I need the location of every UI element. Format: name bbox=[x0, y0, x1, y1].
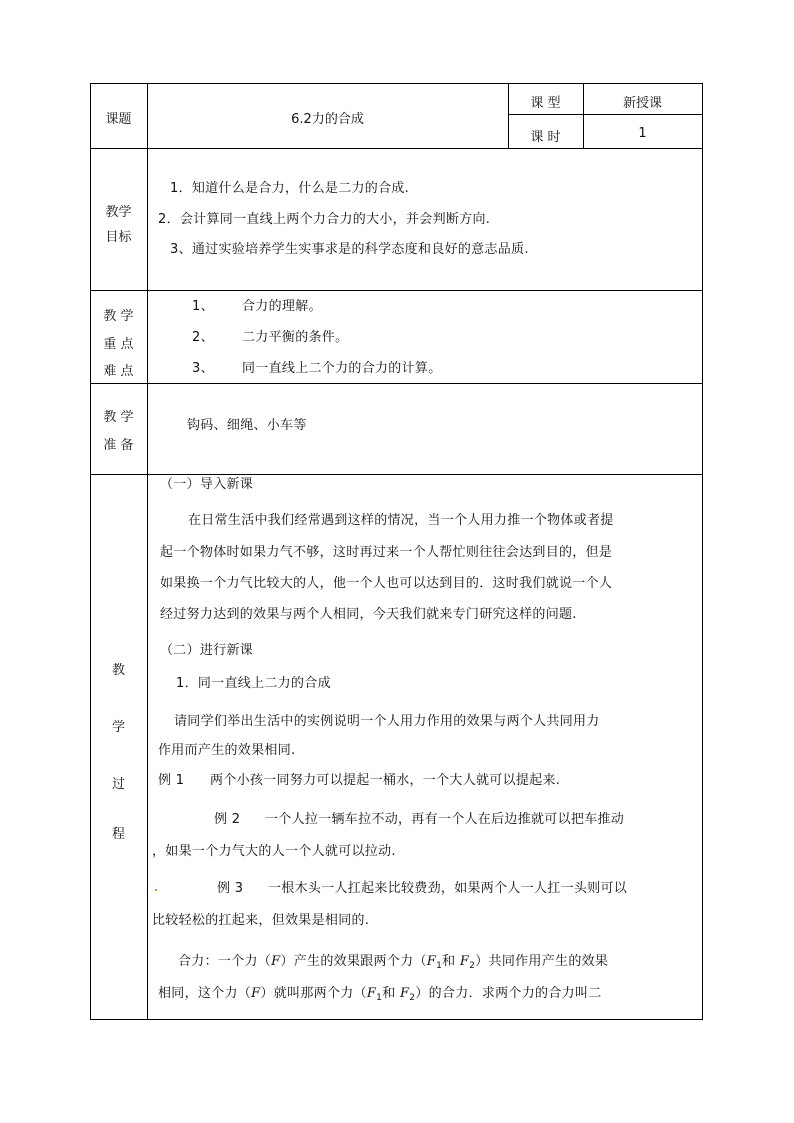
hours-value: 1 bbox=[638, 126, 647, 141]
def2-part-a: 相同，这个力（ bbox=[158, 986, 252, 1001]
goals-label-line-1: 教学 bbox=[105, 205, 132, 220]
row-line-1 bbox=[90, 148, 703, 149]
definition-line-1 bbox=[178, 950, 608, 971]
example-1-text: 两个小孩一同努力可以提起一桶水，一个大人就可以提起来. bbox=[210, 773, 561, 788]
row-line-3 bbox=[90, 383, 703, 384]
subsection-title: 1．同一直线上二力的合成 bbox=[176, 676, 331, 691]
goal-item-1: 1．知道什么是合力，什么是二力的合成. bbox=[170, 181, 410, 196]
example-2-line-2: ，如果一个力气大的人一个人就可以拉动. bbox=[152, 844, 396, 859]
def1-part-c: ）共同作用产生的效果 bbox=[475, 954, 609, 969]
definition-line-2 bbox=[158, 982, 602, 1003]
def2-f1: F bbox=[366, 986, 377, 1001]
process-label-char-4: 程 bbox=[111, 827, 125, 842]
goals-label-line-2: 目标 bbox=[105, 230, 132, 245]
def2-part-b: ）就叫那两个力（ bbox=[260, 986, 367, 1001]
process-label-char-3: 过 bbox=[111, 777, 125, 792]
goal-item-2: 2．会计算同一直线上两个力合力的大小，并会判断方向. bbox=[158, 212, 491, 227]
def2-f1-sub: 1 bbox=[376, 993, 383, 1003]
type-value: 新授课 bbox=[622, 96, 662, 111]
intro-line-3: 如果换一个力气比较大的人，他一个人也可以达到目的．这时我们就说一个人 bbox=[160, 576, 613, 591]
key-point-num-1: 1、 bbox=[192, 299, 214, 314]
topic-label: 课题 bbox=[105, 112, 132, 127]
label-column-line bbox=[147, 83, 148, 1020]
example-1-label: 例 1 bbox=[158, 773, 185, 788]
key-point-text-1: 合力的理解。 bbox=[242, 299, 322, 314]
def1-f: F bbox=[271, 954, 281, 969]
def2-f2-sub: 2 bbox=[409, 993, 416, 1003]
example-2-line-1: 一个人拉一辆车拉不动，再有一个人在后边推就可以把车推动 bbox=[265, 812, 625, 827]
def2-part-c: ）的合力．求两个力的合力叫二 bbox=[415, 986, 602, 1001]
table-border-bottom bbox=[90, 1019, 703, 1020]
prep-label-line-1: 教 学 bbox=[103, 410, 134, 425]
example-3-label: 例 3 bbox=[217, 881, 244, 896]
lesson-plan-table bbox=[90, 83, 703, 1020]
table-border-top bbox=[90, 83, 703, 84]
goal-item-3: 3、通过实验培养学生实事求是的科学态度和良好的意志品质. bbox=[170, 242, 529, 257]
process-label-char-2: 学 bbox=[111, 720, 125, 735]
section-1-title: （一）导入新课 bbox=[160, 477, 254, 492]
header-mid-line bbox=[508, 114, 703, 115]
def1-f2-sub: 2 bbox=[469, 961, 476, 971]
def2-f: F bbox=[251, 986, 261, 1001]
intro-line-2: 起一个物体时如果力气不够，这时再过来一个人帮忙则往往会达到目的，但是 bbox=[160, 545, 613, 560]
def1-f1-sub: 1 bbox=[436, 961, 443, 971]
def1-f2: F bbox=[459, 954, 470, 969]
def1-part-b: ）产生的效果跟两个力（ bbox=[280, 954, 427, 969]
process-label-char-1: 教 bbox=[111, 663, 125, 678]
def1-part-a: 合力：一个力（ bbox=[178, 954, 272, 969]
prep-label-line-2: 准 备 bbox=[103, 438, 134, 453]
stray-mark bbox=[155, 889, 157, 891]
key-point-num-3: 3、 bbox=[192, 361, 214, 376]
key-label-line-3: 难 点 bbox=[103, 364, 134, 379]
key-point-text-3: 同一直线上二个力的合力的计算。 bbox=[242, 361, 442, 376]
row-line-2 bbox=[90, 290, 703, 291]
example-3-line-1: 一根木头一人扛起来比较费劲，如果两个人一人扛一头则可以 bbox=[268, 881, 628, 896]
table-border-left bbox=[90, 83, 91, 1020]
example-2-label: 例 2 bbox=[214, 812, 241, 827]
def1-f1: F bbox=[426, 954, 437, 969]
hours-label: 课 时 bbox=[530, 130, 561, 145]
key-point-num-2: 2、 bbox=[192, 330, 214, 345]
def2-and: 和 bbox=[382, 986, 396, 1001]
intro-line-1: 在日常生活中我们经常遇到这样的情况，当一个人用力推一个物体或者提 bbox=[188, 513, 614, 528]
def2-f2: F bbox=[399, 986, 410, 1001]
def1-and: 和 bbox=[442, 954, 456, 969]
intro-line-4: 经过努力达到的效果与两个人相同，今天我们就来专门研究这样的问题. bbox=[160, 607, 577, 622]
prompt-line-1: 请同学们举出生活中的实例说明一个人用力作用的效果与两个人共同用力 bbox=[174, 714, 600, 729]
prompt-line-2: 作用而产生的效果相同. bbox=[158, 743, 296, 758]
table-border-right bbox=[702, 83, 703, 1020]
key-label-line-2: 重 点 bbox=[103, 337, 134, 352]
section-2-title: （二）进行新课 bbox=[160, 643, 254, 658]
key-point-text-2: 二力平衡的条件。 bbox=[242, 330, 349, 345]
example-3-line-2: 比较轻松的扛起来，但效果是相同的. bbox=[152, 913, 370, 928]
key-label-line-1: 教 学 bbox=[103, 309, 134, 324]
topic-title: 6.2力的合成 bbox=[291, 112, 364, 127]
prep-text: 钩码、细绳、小车等 bbox=[187, 418, 307, 433]
type-label: 课 型 bbox=[530, 96, 561, 111]
